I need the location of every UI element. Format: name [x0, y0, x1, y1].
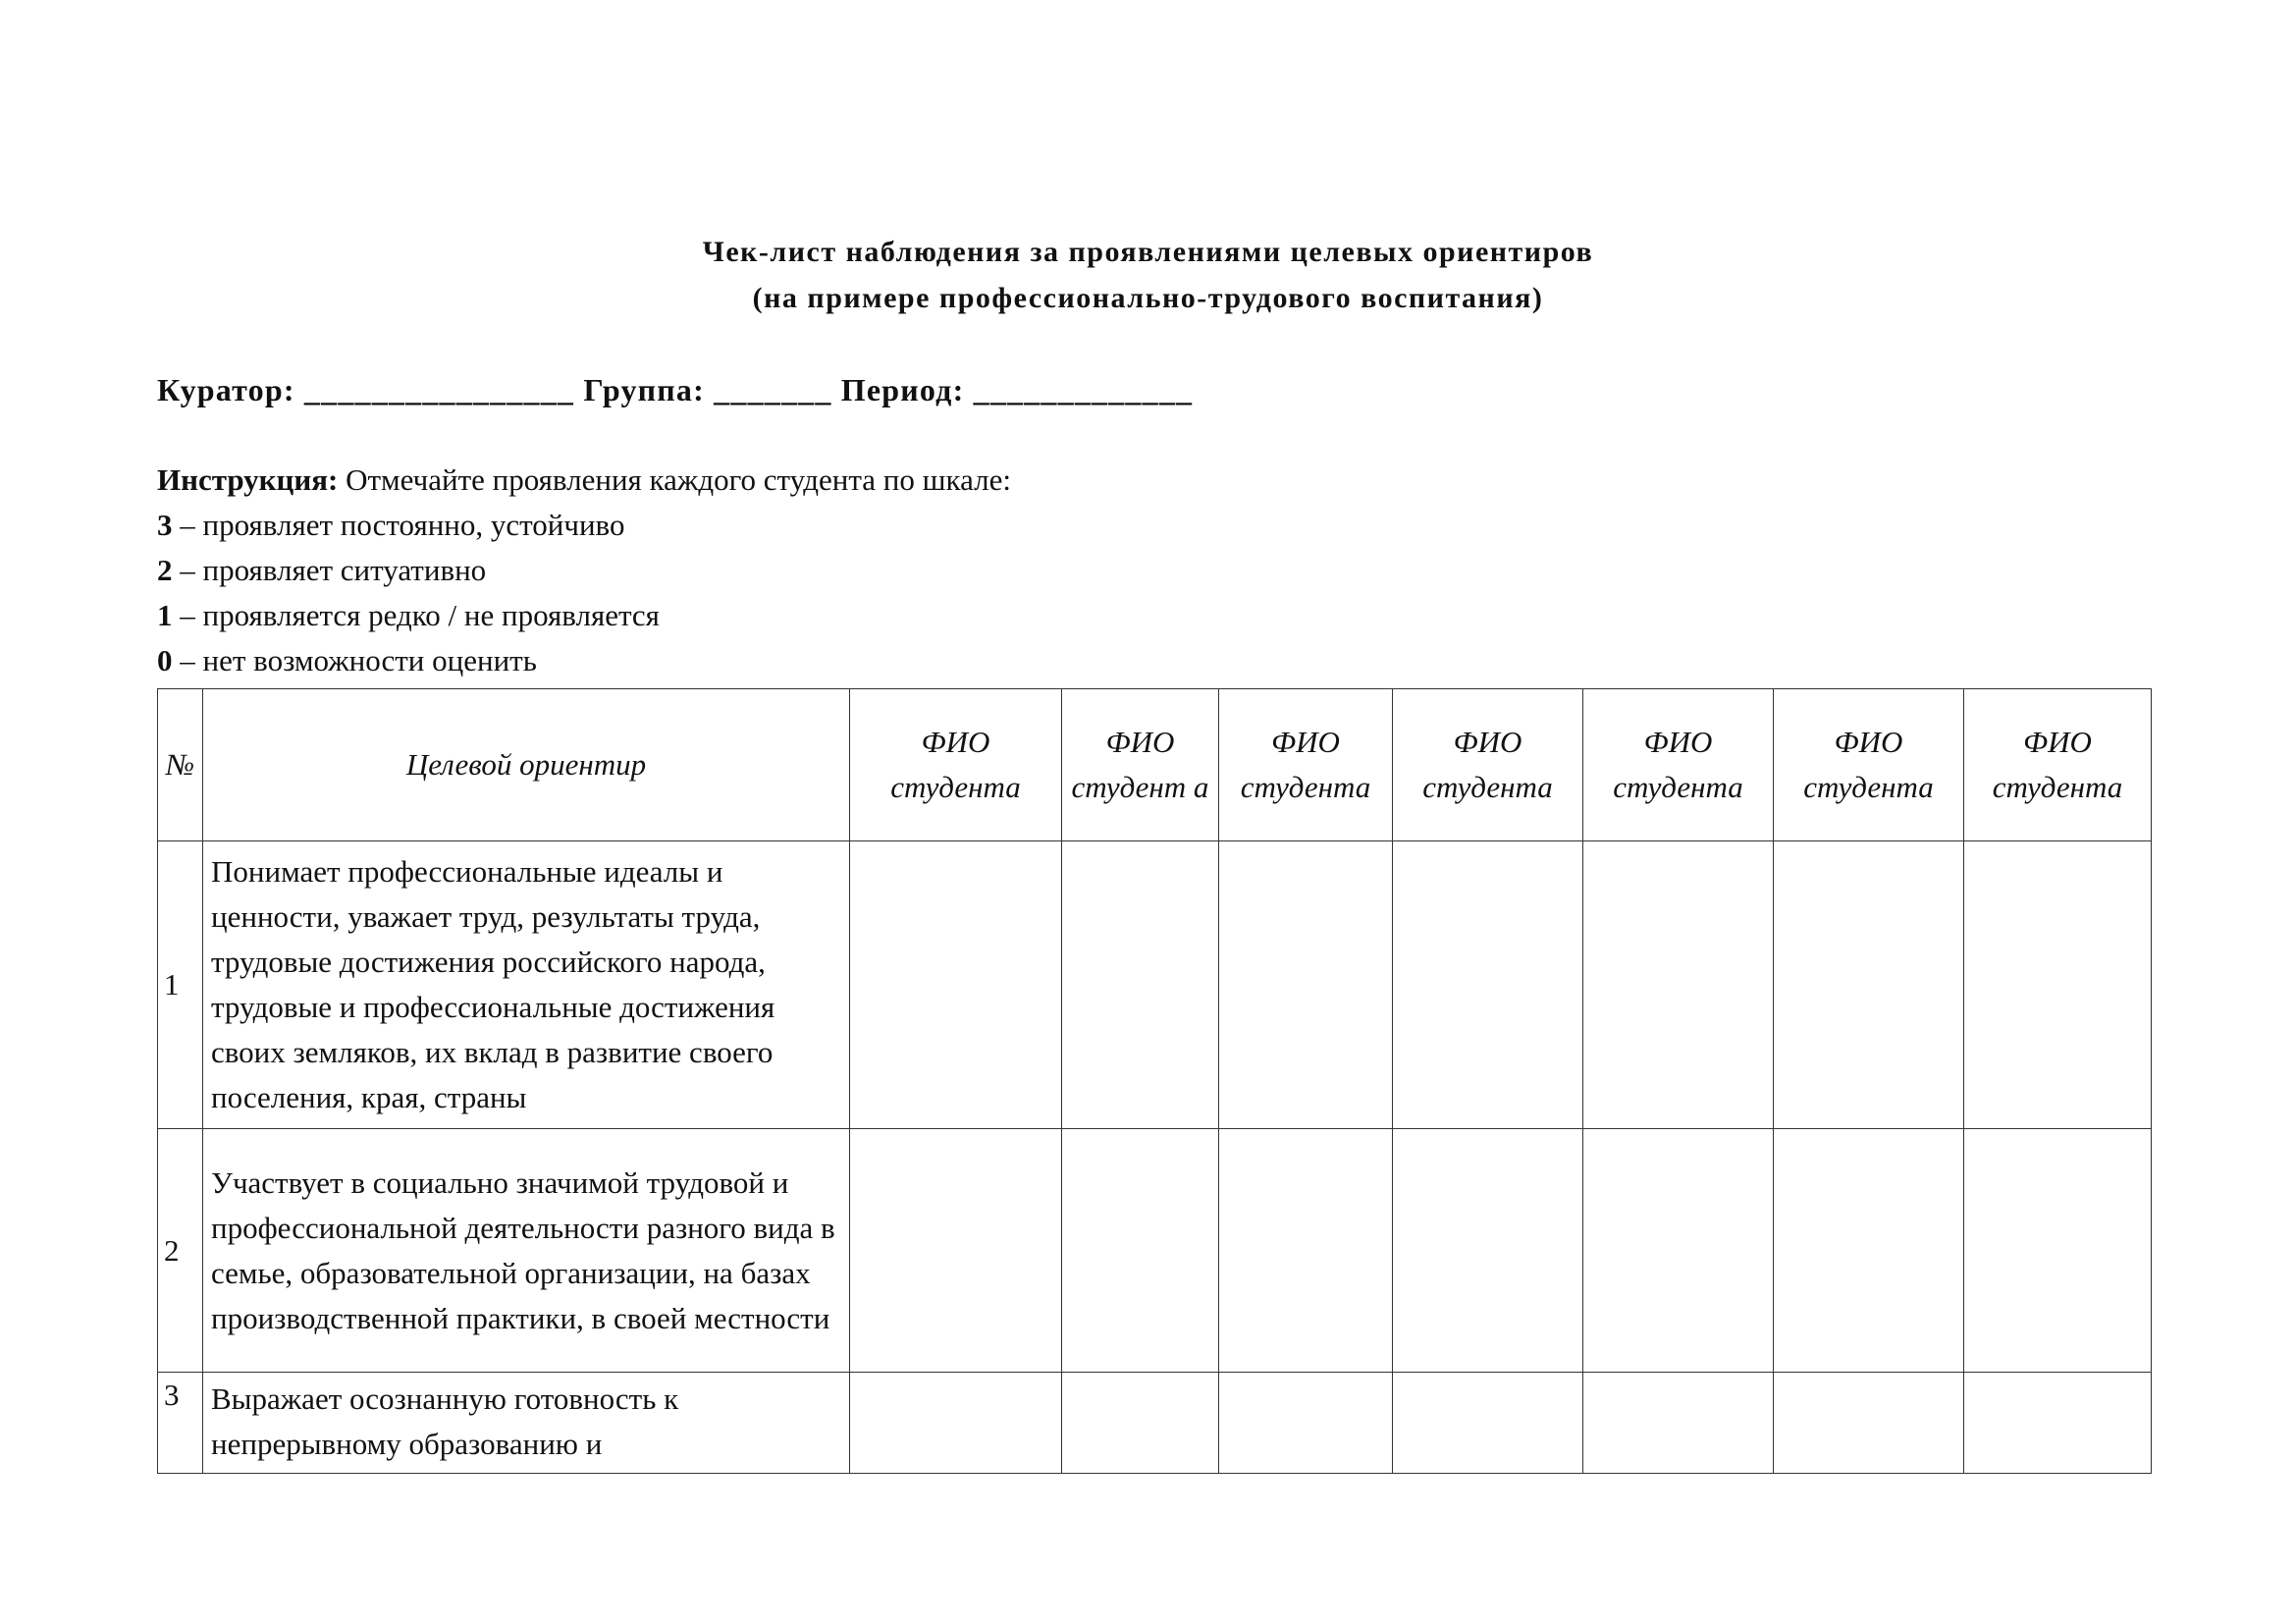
header-student: [1219, 689, 1393, 841]
scale-text: – проявляется редко / не проявляется: [172, 598, 660, 632]
score-cell[interactable]: [1062, 1129, 1219, 1373]
score-cell[interactable]: [1393, 1373, 1583, 1474]
score-cell[interactable]: [1393, 841, 1583, 1129]
scale-text: – проявляет ситуативно: [172, 553, 487, 587]
header-student-label: ФИО студент а: [1071, 725, 1209, 804]
score-cell[interactable]: [850, 841, 1062, 1129]
header-student: [1393, 689, 1583, 841]
header-target: Целевой ориентир: [203, 689, 850, 841]
score-cell[interactable]: [1964, 1129, 2152, 1373]
score-cell[interactable]: [1219, 841, 1393, 1129]
scale-score: 1: [157, 598, 173, 632]
score-cell[interactable]: [850, 1129, 1062, 1373]
instruction-label: Инструкция:: [157, 462, 339, 497]
row-target-text: Участвует в социально значимой трудовой и профессиональной деятельности разного вида в семье, образовательной организации, на базах производственной практики, в своей местности: [203, 1129, 850, 1373]
scale-item: [157, 503, 624, 548]
header-student-label: ФИО студента: [1613, 725, 1743, 804]
row-number: 2: [158, 1129, 203, 1373]
score-cell[interactable]: [1583, 1129, 1774, 1373]
score-cell[interactable]: [1062, 841, 1219, 1129]
header-number: №: [158, 689, 203, 841]
row-number: 1: [158, 841, 203, 1129]
score-cell[interactable]: [1774, 1373, 1964, 1474]
header-student-label: ФИО студента: [1803, 725, 1934, 804]
table-row: [158, 1129, 2152, 1373]
row-target-text: Выражает осознанную готовность к непрерывному образованию и: [203, 1373, 850, 1474]
score-cell[interactable]: [1964, 841, 2152, 1129]
scale-score: 0: [157, 643, 173, 677]
instruction-text: Отмечайте проявления каждого студента по шкале:: [338, 462, 1011, 497]
scale-text: – проявляет постоянно, устойчиво: [172, 508, 625, 542]
instruction-line: [157, 458, 1011, 503]
score-cell[interactable]: [1062, 1373, 1219, 1474]
table-row: [158, 841, 2152, 1129]
scale-score: 2: [157, 553, 173, 587]
score-cell[interactable]: [1964, 1373, 2152, 1474]
score-cell[interactable]: [1583, 1373, 1774, 1474]
header-student: [1964, 689, 2152, 841]
header-student-label: ФИО студента: [1422, 725, 1553, 804]
header-student-label: ФИО студента: [1992, 725, 2123, 804]
score-cell[interactable]: [1219, 1129, 1393, 1373]
row-number: 3: [158, 1373, 203, 1474]
row-target-text: Понимает профессиональные идеалы и ценности, уважает труд, результаты труда, трудовые достижения российского народа, трудовые и профессиональные достижения своих земляков, их вклад в развитие своего поселения, края, страны: [203, 841, 850, 1129]
header-student-label: ФИО студента: [890, 725, 1021, 804]
curator-group-period-line: Куратор: ________________ Группа: _______ Период: _____________: [157, 372, 1194, 407]
score-cell[interactable]: [1583, 841, 1774, 1129]
score-cell[interactable]: [1774, 841, 1964, 1129]
document-subtitle: (на примере профессионально-трудового воспитания): [752, 282, 1544, 314]
scale-text: – нет возможности оценить: [172, 643, 537, 677]
header-student-label: ФИО студента: [1240, 725, 1371, 804]
header-student: [1062, 689, 1219, 841]
score-cell[interactable]: [850, 1373, 1062, 1474]
header-student: [850, 689, 1062, 841]
document-title: Чек-лист наблюдения за проявлениями целевых ориентиров: [702, 236, 1594, 268]
scale-score: 3: [157, 508, 173, 542]
scale-item: [157, 593, 660, 638]
scale-item: [157, 548, 486, 593]
header-student: [1583, 689, 1774, 841]
score-cell[interactable]: [1393, 1129, 1583, 1373]
scale-item: [157, 638, 537, 683]
checklist-table: [157, 688, 2152, 1474]
table-header-row: [158, 689, 2152, 841]
table-row: [158, 1373, 2152, 1474]
header-student: [1774, 689, 1964, 841]
score-cell[interactable]: [1219, 1373, 1393, 1474]
score-cell[interactable]: [1774, 1129, 1964, 1373]
